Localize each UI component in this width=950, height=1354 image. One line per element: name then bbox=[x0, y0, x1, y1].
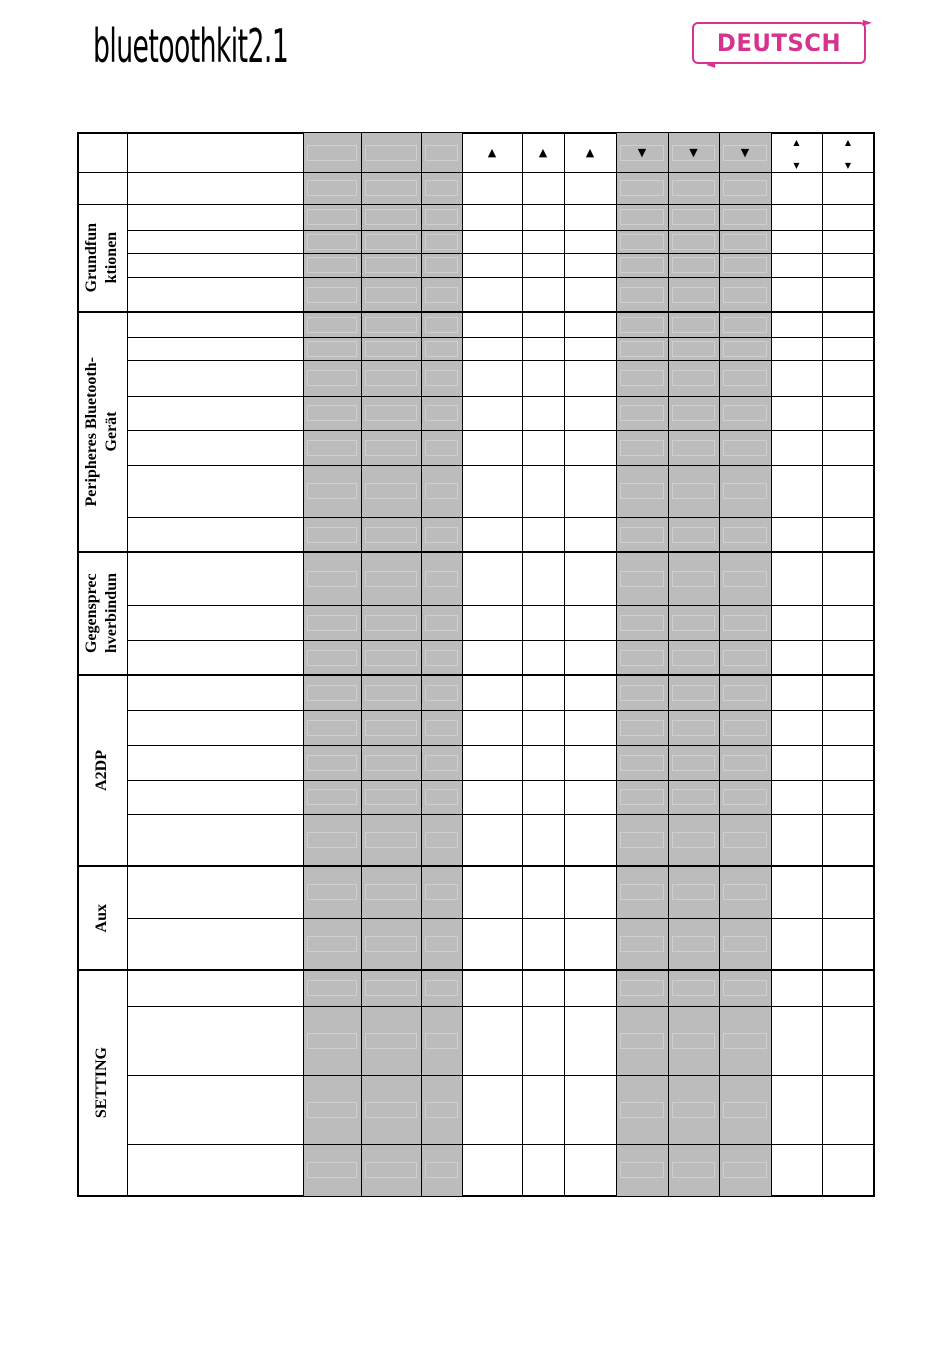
cell-inner-frame bbox=[307, 571, 357, 587]
cell-inner-frame bbox=[365, 317, 417, 333]
cell-inner-frame bbox=[723, 257, 767, 273]
cell-inner-frame bbox=[620, 317, 664, 333]
cell-inner-frame bbox=[672, 180, 715, 196]
cell-inner-frame bbox=[620, 980, 664, 996]
cell-inner-frame bbox=[307, 180, 357, 196]
row-divider bbox=[78, 674, 874, 676]
cell-inner-frame bbox=[307, 1102, 357, 1118]
cell-inner-frame bbox=[365, 980, 417, 996]
cell-inner-frame bbox=[425, 1102, 458, 1118]
column-divider bbox=[303, 133, 304, 1196]
cell-inner-frame bbox=[672, 1033, 715, 1049]
cell-inner-frame bbox=[365, 1102, 417, 1118]
cell-inner-frame bbox=[365, 405, 417, 421]
section-label-text: Gegensprec hverbindun bbox=[83, 573, 120, 654]
cell-inner-frame bbox=[620, 650, 664, 666]
cell-inner-frame bbox=[672, 980, 715, 996]
column-divider bbox=[822, 133, 823, 1196]
row-divider bbox=[127, 745, 874, 746]
cell-inner-frame bbox=[672, 527, 715, 543]
column-divider bbox=[127, 133, 128, 1196]
cell-inner-frame bbox=[425, 180, 458, 196]
cell-inner-frame bbox=[620, 571, 664, 587]
cell-inner-frame bbox=[620, 341, 664, 357]
cell-inner-frame bbox=[425, 341, 458, 357]
cell-inner-frame bbox=[723, 341, 767, 357]
cell-inner-frame bbox=[425, 884, 458, 900]
cell-inner-frame bbox=[365, 571, 417, 587]
cell-inner-frame bbox=[307, 527, 357, 543]
cell-inner-frame bbox=[723, 440, 767, 456]
cell-inner-frame bbox=[365, 1033, 417, 1049]
cell-inner-frame bbox=[620, 615, 664, 631]
row-divider bbox=[127, 337, 874, 338]
cell-inner-frame bbox=[365, 527, 417, 543]
cell-inner-frame bbox=[425, 720, 458, 736]
cell-inner-frame bbox=[723, 1033, 767, 1049]
row-divider bbox=[127, 605, 874, 606]
cell-inner-frame bbox=[672, 1102, 715, 1118]
up-down-arrows-icon: ▲ bbox=[844, 138, 852, 147]
cell-inner-frame bbox=[307, 720, 357, 736]
section-label-text: Peripheres Bluetooth- Gerät bbox=[83, 357, 120, 507]
cell-inner-frame bbox=[365, 1162, 417, 1178]
cell-inner-frame bbox=[620, 1102, 664, 1118]
row-divider bbox=[127, 430, 874, 431]
cell-inner-frame bbox=[723, 405, 767, 421]
cell-inner-frame bbox=[425, 145, 458, 161]
cell-inner-frame bbox=[723, 980, 767, 996]
cell-inner-frame bbox=[365, 234, 417, 250]
cell-inner-frame bbox=[425, 980, 458, 996]
up-down-arrows-icon: ▼ bbox=[793, 161, 800, 170]
cell-inner-frame bbox=[425, 527, 458, 543]
cell-inner-frame bbox=[425, 370, 458, 386]
row-divider bbox=[78, 204, 874, 205]
cell-inner-frame bbox=[672, 720, 715, 736]
cell-inner-frame bbox=[723, 685, 767, 701]
column-divider bbox=[616, 133, 617, 1196]
cell-inner-frame bbox=[365, 884, 417, 900]
cell-inner-frame bbox=[672, 440, 715, 456]
cell-inner-frame bbox=[307, 209, 357, 225]
cell-inner-frame bbox=[307, 440, 357, 456]
logo-primary-text: bluetooth bbox=[93, 19, 216, 70]
cell-inner-frame bbox=[307, 980, 357, 996]
cell-inner-frame bbox=[425, 615, 458, 631]
logo-version-text: 2.1 bbox=[247, 19, 289, 70]
column-divider bbox=[719, 133, 720, 1196]
cell-inner-frame bbox=[723, 832, 767, 848]
cell-inner-frame bbox=[723, 720, 767, 736]
cell-inner-frame bbox=[425, 483, 458, 499]
cell-inner-frame bbox=[425, 1033, 458, 1049]
cell-inner-frame bbox=[425, 789, 458, 805]
cell-inner-frame bbox=[365, 180, 417, 196]
cell-inner-frame bbox=[425, 650, 458, 666]
row-divider bbox=[127, 780, 874, 781]
row-divider bbox=[78, 865, 874, 867]
cell-inner-frame bbox=[723, 1162, 767, 1178]
row-divider bbox=[127, 1144, 874, 1145]
cell-inner-frame bbox=[672, 832, 715, 848]
cell-inner-frame bbox=[307, 936, 357, 952]
cell-inner-frame bbox=[672, 370, 715, 386]
cell-inner-frame bbox=[723, 571, 767, 587]
cell-inner-frame bbox=[672, 650, 715, 666]
cell-inner-frame bbox=[425, 685, 458, 701]
cell-inner-frame bbox=[365, 650, 417, 666]
cell-inner-frame bbox=[620, 936, 664, 952]
cell-inner-frame bbox=[723, 317, 767, 333]
cell-inner-frame bbox=[307, 832, 357, 848]
cell-inner-frame bbox=[672, 615, 715, 631]
cell-inner-frame bbox=[723, 615, 767, 631]
cell-inner-frame bbox=[365, 615, 417, 631]
cell-inner-frame bbox=[307, 341, 357, 357]
cell-inner-frame bbox=[620, 180, 664, 196]
cell-inner-frame bbox=[307, 1162, 357, 1178]
row-divider bbox=[78, 551, 874, 553]
cell-inner-frame bbox=[425, 1162, 458, 1178]
cell-inner-frame bbox=[365, 720, 417, 736]
column-divider bbox=[462, 133, 463, 1196]
cell-inner-frame bbox=[620, 287, 664, 303]
arrow-right-icon: ► bbox=[862, 15, 872, 29]
cell-inner-frame bbox=[620, 884, 664, 900]
cell-inner-frame bbox=[620, 370, 664, 386]
cell-inner-frame bbox=[365, 936, 417, 952]
cell-inner-frame bbox=[307, 405, 357, 421]
cell-inner-frame bbox=[307, 615, 357, 631]
cell-inner-frame bbox=[365, 370, 417, 386]
cell-inner-frame bbox=[307, 234, 357, 250]
cell-inner-frame bbox=[723, 936, 767, 952]
row-divider bbox=[127, 253, 874, 254]
cell-inner-frame bbox=[672, 884, 715, 900]
triangle-down-icon: ▼ bbox=[689, 146, 698, 159]
cell-inner-frame bbox=[723, 234, 767, 250]
cell-inner-frame bbox=[620, 832, 664, 848]
section-label bbox=[78, 866, 126, 970]
cell-inner-frame bbox=[723, 884, 767, 900]
column-divider bbox=[421, 133, 422, 1196]
cell-inner-frame bbox=[365, 789, 417, 805]
cell-inner-frame bbox=[365, 440, 417, 456]
cell-inner-frame bbox=[620, 440, 664, 456]
cell-inner-frame bbox=[307, 1033, 357, 1049]
cell-inner-frame bbox=[723, 370, 767, 386]
cell-inner-frame bbox=[365, 685, 417, 701]
cell-inner-frame bbox=[307, 145, 357, 161]
row-divider bbox=[78, 172, 874, 173]
cell-inner-frame bbox=[365, 755, 417, 771]
triangle-down-icon: ▼ bbox=[637, 146, 647, 159]
cell-inner-frame bbox=[672, 789, 715, 805]
cell-inner-frame bbox=[365, 832, 417, 848]
cell-inner-frame bbox=[672, 483, 715, 499]
cell-inner-frame bbox=[672, 755, 715, 771]
column-divider bbox=[361, 133, 362, 1196]
cell-inner-frame bbox=[620, 755, 664, 771]
row-divider bbox=[127, 1075, 874, 1076]
section-label-text: Grundfun ktionen bbox=[83, 223, 120, 293]
cell-inner-frame bbox=[425, 317, 458, 333]
cell-inner-frame bbox=[307, 789, 357, 805]
cell-inner-frame bbox=[672, 936, 715, 952]
section-label bbox=[78, 552, 126, 675]
row-divider bbox=[127, 360, 874, 361]
cell-inner-frame bbox=[307, 685, 357, 701]
cell-inner-frame bbox=[620, 1033, 664, 1049]
row-divider bbox=[127, 230, 874, 231]
cell-inner-frame bbox=[425, 209, 458, 225]
row-divider bbox=[127, 517, 874, 518]
cell-inner-frame bbox=[620, 209, 664, 225]
triangle-down-icon: ▼ bbox=[740, 146, 750, 159]
section-label bbox=[78, 204, 126, 312]
cell-inner-frame bbox=[672, 341, 715, 357]
cell-inner-frame bbox=[425, 257, 458, 273]
cell-inner-frame bbox=[620, 685, 664, 701]
cell-inner-frame bbox=[307, 257, 357, 273]
cell-inner-frame bbox=[425, 440, 458, 456]
row-divider bbox=[127, 918, 874, 919]
cell-inner-frame bbox=[723, 180, 767, 196]
cell-inner-frame bbox=[425, 287, 458, 303]
section-label bbox=[78, 312, 126, 552]
section-label-text: Aux bbox=[93, 903, 110, 933]
cell-inner-frame bbox=[307, 317, 357, 333]
cell-inner-frame bbox=[672, 234, 715, 250]
cell-inner-frame bbox=[672, 1162, 715, 1178]
arrow-left-icon: ◄ bbox=[706, 57, 716, 71]
column-divider bbox=[771, 133, 772, 1196]
cell-inner-frame bbox=[620, 720, 664, 736]
row-divider bbox=[127, 814, 874, 815]
cell-inner-frame bbox=[307, 650, 357, 666]
cell-inner-frame bbox=[307, 370, 357, 386]
cell-inner-frame bbox=[620, 527, 664, 543]
row-divider bbox=[78, 969, 874, 971]
cell-inner-frame bbox=[672, 405, 715, 421]
cell-inner-frame bbox=[620, 405, 664, 421]
triangle-up-icon: ▲ bbox=[585, 146, 595, 159]
cell-inner-frame bbox=[365, 145, 417, 161]
cell-inner-frame bbox=[307, 755, 357, 771]
section-label bbox=[78, 675, 126, 866]
triangle-up-icon: ▲ bbox=[538, 146, 548, 159]
cell-inner-frame bbox=[723, 287, 767, 303]
cell-inner-frame bbox=[723, 789, 767, 805]
cell-inner-frame bbox=[672, 287, 715, 303]
column-divider bbox=[668, 133, 669, 1196]
cell-inner-frame bbox=[723, 209, 767, 225]
cell-inner-frame bbox=[307, 287, 357, 303]
column-divider bbox=[522, 133, 523, 1196]
cell-inner-frame bbox=[723, 483, 767, 499]
cell-inner-frame bbox=[365, 341, 417, 357]
cell-inner-frame bbox=[425, 234, 458, 250]
section-label-text: A2DP bbox=[93, 750, 110, 791]
cell-inner-frame bbox=[425, 571, 458, 587]
triangle-up-icon: ▲ bbox=[487, 146, 497, 159]
cell-inner-frame bbox=[307, 884, 357, 900]
cell-inner-frame bbox=[620, 234, 664, 250]
column-divider bbox=[564, 133, 565, 1196]
section-label-text: SETTING bbox=[93, 1047, 110, 1119]
cell-inner-frame bbox=[425, 936, 458, 952]
cell-inner-frame bbox=[672, 571, 715, 587]
row-divider bbox=[127, 640, 874, 641]
row-divider bbox=[127, 710, 874, 711]
brand-logo bbox=[93, 14, 293, 70]
cell-inner-frame bbox=[620, 257, 664, 273]
cell-inner-frame bbox=[723, 650, 767, 666]
cell-inner-frame bbox=[365, 287, 417, 303]
cell-inner-frame bbox=[672, 317, 715, 333]
cell-inner-frame bbox=[620, 789, 664, 805]
cell-inner-frame bbox=[672, 209, 715, 225]
cell-inner-frame bbox=[723, 755, 767, 771]
cell-inner-frame bbox=[365, 209, 417, 225]
cell-inner-frame bbox=[425, 405, 458, 421]
cell-inner-frame bbox=[723, 1102, 767, 1118]
row-divider bbox=[127, 465, 874, 466]
up-down-arrows-icon: ▲ bbox=[793, 138, 800, 147]
language-badge-label: DEUTSCH bbox=[716, 29, 842, 57]
cell-inner-frame bbox=[425, 755, 458, 771]
cell-inner-frame bbox=[365, 257, 417, 273]
row-divider bbox=[78, 311, 874, 313]
language-badge bbox=[692, 15, 872, 71]
cell-inner-frame bbox=[307, 483, 357, 499]
cell-inner-frame bbox=[723, 527, 767, 543]
cell-inner-frame bbox=[672, 685, 715, 701]
cell-inner-frame bbox=[672, 257, 715, 273]
cell-inner-frame bbox=[425, 832, 458, 848]
row-divider bbox=[127, 1006, 874, 1007]
cell-inner-frame bbox=[620, 1162, 664, 1178]
logo-secondary-text: kit bbox=[215, 19, 248, 70]
section-label bbox=[78, 970, 126, 1196]
cell-inner-frame bbox=[620, 483, 664, 499]
up-down-arrows-icon: ▼ bbox=[844, 161, 852, 170]
cell-inner-frame bbox=[365, 483, 417, 499]
row-divider bbox=[127, 277, 874, 278]
row-divider bbox=[127, 396, 874, 397]
